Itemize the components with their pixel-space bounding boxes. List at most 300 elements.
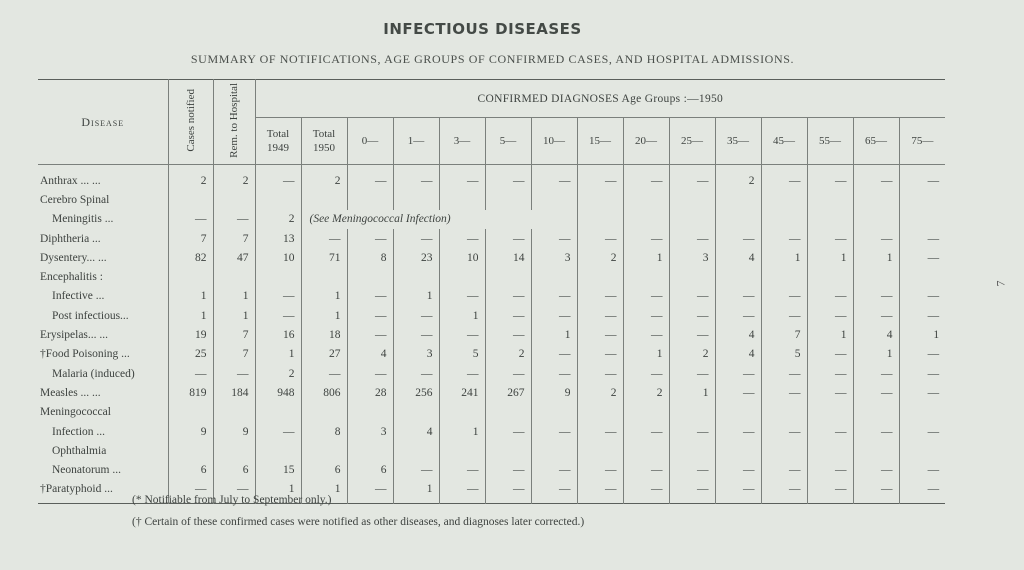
table-cell: — [577,229,623,248]
table-cell: — [853,480,899,504]
table-cell: — [577,460,623,479]
table-cell: 19 [168,325,213,344]
table-cell: 2 [485,345,531,364]
table-cell: — [853,460,899,479]
table-cell: 5 [761,345,807,364]
table-cell: — [807,364,853,383]
table-cell [577,441,623,460]
header-age-group: 75— [899,118,945,165]
table-cell: — [577,306,623,325]
table-cell: — [347,165,393,191]
table-cell: 2 [255,364,301,383]
table-cell: — [577,325,623,344]
table-cell [807,441,853,460]
table-cell: — [669,422,715,441]
table-cell: — [439,165,485,191]
table-cell: 7 [213,325,255,344]
header-age-group: 45— [761,118,807,165]
table-cell: — [761,306,807,325]
table-cell: — [853,287,899,306]
table-cell [255,403,301,422]
table-cell [213,441,255,460]
table-cell: 819 [168,383,213,402]
table-cell: 14 [485,248,531,267]
table-cell: — [853,422,899,441]
table-row [38,287,945,306]
table-cell [807,210,853,229]
table-cell: — [577,364,623,383]
table-cell: 4 [347,345,393,364]
table-cell: 4 [393,422,439,441]
table-cell: 2 [715,165,761,191]
table-cell: — [761,460,807,479]
table-cell: — [213,364,255,383]
table-cell [899,441,945,460]
disease-name: †Food Poisoning ... [40,348,130,361]
table-cell: 3 [669,248,715,267]
table-cell [255,267,301,286]
table-cell: 3 [347,422,393,441]
disease-name: Infective ... [52,290,105,303]
table-cell: — [439,460,485,479]
table-cell [347,190,393,209]
table-cell: 9 [213,422,255,441]
table-cell: 1 [213,287,255,306]
table-cell: 1 [301,287,347,306]
table-cell [669,210,715,229]
table-cell: — [623,325,669,344]
table-cell [807,403,853,422]
table-cell [213,190,255,209]
header-age-group: 20— [623,118,669,165]
table-cell: — [715,422,761,441]
table-cell: — [439,229,485,248]
table-cell: 1 [393,480,439,504]
table-cell [899,403,945,422]
table-row [38,364,945,383]
table-cell [439,190,485,209]
table-cell: — [168,210,213,229]
table-cell: — [853,383,899,402]
table-cell [623,190,669,209]
table-cell: 23 [393,248,439,267]
disease-name: Anthrax ... ... [40,174,101,187]
table-cell: 5 [439,345,485,364]
table-cell [899,267,945,286]
table-row [38,383,945,402]
table-cell [531,441,577,460]
table-cell: — [899,364,945,383]
table-cell: — [577,165,623,191]
table-cell: 2 [213,165,255,191]
table-cell: — [669,364,715,383]
table-cell: 47 [213,248,255,267]
table-cell: — [807,383,853,402]
table-cell [531,190,577,209]
table-cell: — [485,229,531,248]
table-cell: — [761,287,807,306]
footnote-notifiable: (* Notifiable from July to September only.) [132,494,332,506]
table-cell: 1 [255,480,301,504]
table-cell [761,267,807,286]
table-cell: 10 [439,248,485,267]
table-cell: 1 [899,325,945,344]
table-cell: 13 [255,229,301,248]
disease-name: Encephalitis : [40,271,103,284]
table-cell: — [899,306,945,325]
table-cell [853,190,899,209]
table-cell: 10 [255,248,301,267]
table-cell [715,210,761,229]
table-cell: 948 [255,383,301,402]
table-cell: — [807,229,853,248]
table-cell: — [899,422,945,441]
table-cell: — [531,345,577,364]
table-cell: 1 [669,383,715,402]
table-cell [761,190,807,209]
table-body [38,165,945,505]
table-cell [715,403,761,422]
header-age-group: 25— [669,118,715,165]
table-cell: — [899,248,945,267]
table-cell: — [853,229,899,248]
disease-name: Ophthalmia [52,444,107,457]
table-cell: 2 [577,248,623,267]
header-age-group: 0— [347,118,393,165]
table-cell: — [531,165,577,191]
table-cell: 8 [301,422,347,441]
table-cell: — [255,422,301,441]
table-cell: 1 [807,248,853,267]
table-cell: 267 [485,383,531,402]
header-age-group: 3— [439,118,485,165]
table-cell [439,267,485,286]
table-cell [393,441,439,460]
table-cell: — [715,383,761,402]
table-cell: 6 [213,460,255,479]
table-cell [347,441,393,460]
table-cell: — [393,460,439,479]
table-cell: 18 [301,325,347,344]
table-cell: — [347,306,393,325]
table-cell [899,210,945,229]
header-rem-hospital: Rem. to Hospital [213,80,255,165]
header-age-group: 55— [807,118,853,165]
table-cell: — [531,287,577,306]
table-cell: 1 [439,306,485,325]
table-cell: — [213,480,255,504]
table-cell: — [301,229,347,248]
table-cell: — [761,383,807,402]
table-cell: 2 [577,383,623,402]
table-cell: — [393,325,439,344]
table-cell: — [347,325,393,344]
table-cell [669,267,715,286]
header-total-1949: Total 1949 [255,118,301,165]
table-cell: — [485,165,531,191]
table-cell: 1 [301,306,347,325]
table-cell: 7 [213,345,255,364]
table-cell: 7 [168,229,213,248]
table-cell: — [807,345,853,364]
table-cell: — [669,287,715,306]
table-cell: — [669,165,715,191]
table-cell: 1 [853,345,899,364]
table-cell: — [577,345,623,364]
table-cell: 1 [301,480,347,504]
table-cell: 256 [393,383,439,402]
table-cell: — [485,287,531,306]
table-cell: — [577,287,623,306]
infectious-diseases-table [38,79,945,504]
table-cell [439,441,485,460]
table-cell: — [393,165,439,191]
table-cell: — [485,480,531,504]
table-cell: 4 [853,325,899,344]
table-cell: — [761,229,807,248]
table-cell [899,190,945,209]
table-cell: — [485,422,531,441]
table-cell [807,267,853,286]
table-cell [347,267,393,286]
table-cell: — [761,422,807,441]
table-cell: — [807,460,853,479]
table-cell: — [531,422,577,441]
table-cell: — [899,229,945,248]
table-cell: — [761,165,807,191]
table-cell: — [255,165,301,191]
table-cell: — [715,364,761,383]
table-cell [623,441,669,460]
table-row [38,403,945,422]
table-cell: — [715,229,761,248]
table-row [38,422,945,441]
table-cell [761,403,807,422]
disease-name: Infection ... [52,425,106,438]
table-cell: 1 [168,287,213,306]
table-cell: — [168,364,213,383]
table-cell: — [623,364,669,383]
table-cell: 6 [168,460,213,479]
table-cell: — [669,306,715,325]
table-cell: 1 [255,345,301,364]
table-cell [213,267,255,286]
table-cell: 2 [623,383,669,402]
disease-name: Post infectious... [52,309,129,322]
table-row [38,306,945,325]
table-cell [301,190,347,209]
disease-name: Measles ... ... [40,386,101,399]
table-cell: — [807,165,853,191]
table-row [38,325,945,344]
table-cell: 184 [213,383,255,402]
table-cell: — [531,364,577,383]
table-cell: — [485,306,531,325]
table-cell [485,190,531,209]
table-cell [807,190,853,209]
table-cell: 1 [853,248,899,267]
table-cell: — [715,287,761,306]
header-age-group: 35— [715,118,761,165]
table-cell: — [623,460,669,479]
table-cell: 3 [531,248,577,267]
table-cell [715,441,761,460]
table-cell: 9 [531,383,577,402]
table-row [38,441,945,460]
header-age-group: 10— [531,118,577,165]
table-cell: — [485,364,531,383]
table-cell: 16 [255,325,301,344]
footnote-certain-cases: († Certain of these confirmed cases were notified as other diseases, and diagnoses later corrected.) [132,516,585,528]
table-cell: 71 [301,248,347,267]
table-cell [439,403,485,422]
table-row [38,460,945,479]
table-cell: 27 [301,345,347,364]
table-cell [168,403,213,422]
table-cell [623,403,669,422]
table-cell: 1 [168,306,213,325]
table-cell [853,210,899,229]
header-total-1950: Total 1950 [301,118,347,165]
table-row [38,165,945,191]
table-cell: — [899,383,945,402]
table-cell [853,441,899,460]
table-cell: — [899,480,945,504]
table-cell: — [347,229,393,248]
table-row [38,345,945,364]
table-cell [623,267,669,286]
table-cell: 25 [168,345,213,364]
table-cell: 241 [439,383,485,402]
header-age-group: 15— [577,118,623,165]
header-cases-notified: Cases notified [168,80,213,165]
table-cell [393,403,439,422]
header-age-group: 65— [853,118,899,165]
table-cell: — [899,460,945,479]
table-cell: 1 [807,325,853,344]
table-cell [485,267,531,286]
table-cell: — [761,364,807,383]
disease-name: Diphtheria ... [40,232,101,245]
disease-name: Neonatorum ... [52,464,121,477]
table-cell: — [439,325,485,344]
table-cell: — [577,480,623,504]
table-cell: 8 [347,248,393,267]
table-cell [213,403,255,422]
disease-name: Malaria (induced) [52,367,135,380]
table-cell: 6 [301,460,347,479]
disease-name: Meningococcal [40,406,111,419]
table-cell [577,210,623,229]
table-cell: — [168,480,213,504]
table-cell [669,403,715,422]
table-row [38,210,945,229]
disease-name: Cerebro Spinal [40,193,110,206]
table-cell: 28 [347,383,393,402]
page-number: 7 [993,280,1008,287]
table-cell: — [669,480,715,504]
table-cell: 1 [623,345,669,364]
table-cell: — [623,229,669,248]
header-age-group: 5— [485,118,531,165]
table-cell: 1 [623,248,669,267]
table-note: (See Meningococcal Infection) [301,210,577,229]
table-cell: — [623,480,669,504]
table-cell: — [623,287,669,306]
table-cell: 7 [213,229,255,248]
table-cell: 2 [255,210,301,229]
table-cell: 6 [347,460,393,479]
table-cell: 4 [715,345,761,364]
table-cell [168,441,213,460]
table-cell [393,190,439,209]
table-cell: — [623,422,669,441]
table-cell: — [439,364,485,383]
table-cell: 7 [761,325,807,344]
table-cell [301,403,347,422]
table-row [38,267,945,286]
table-cell: — [669,460,715,479]
table-cell: — [347,480,393,504]
disease-name: Dysentery... ... [40,251,107,264]
table-cell: 4 [715,248,761,267]
table-cell: — [899,287,945,306]
table-cell: — [623,165,669,191]
table-cell [393,267,439,286]
table-cell: — [807,422,853,441]
table-cell [485,403,531,422]
table-cell [301,267,347,286]
table-cell: 2 [669,345,715,364]
table-cell [255,190,301,209]
table-cell: — [531,480,577,504]
table-cell [531,267,577,286]
table-cell: — [485,460,531,479]
table-cell: — [899,345,945,364]
table-cell: — [439,480,485,504]
table-cell: — [853,364,899,383]
table-cell: — [531,460,577,479]
disease-name: Meningitis ... [52,213,114,226]
table-cell: 2 [168,165,213,191]
table-cell: 4 [715,325,761,344]
table-cell: — [347,364,393,383]
table-cell: — [807,287,853,306]
table-cell: 1 [439,422,485,441]
table-cell [301,441,347,460]
page-title: INFECTIOUS DISEASES [383,20,582,38]
table-cell: 1 [393,287,439,306]
table-row [38,229,945,248]
table-cell: — [347,287,393,306]
table-cell: — [715,306,761,325]
table-cell: — [899,165,945,191]
table-cell [255,441,301,460]
table-cell: — [669,325,715,344]
header-age-group: 1— [393,118,439,165]
table-cell: 1 [531,325,577,344]
table-cell [853,267,899,286]
table-cell: — [623,306,669,325]
table-cell: 15 [255,460,301,479]
table-cell: — [301,364,347,383]
table-cell: 1 [761,248,807,267]
table-cell: — [807,306,853,325]
table-cell: 1 [213,306,255,325]
disease-name: †Paratyphoid ... [40,483,113,496]
table-cell: — [761,480,807,504]
table-cell [761,441,807,460]
